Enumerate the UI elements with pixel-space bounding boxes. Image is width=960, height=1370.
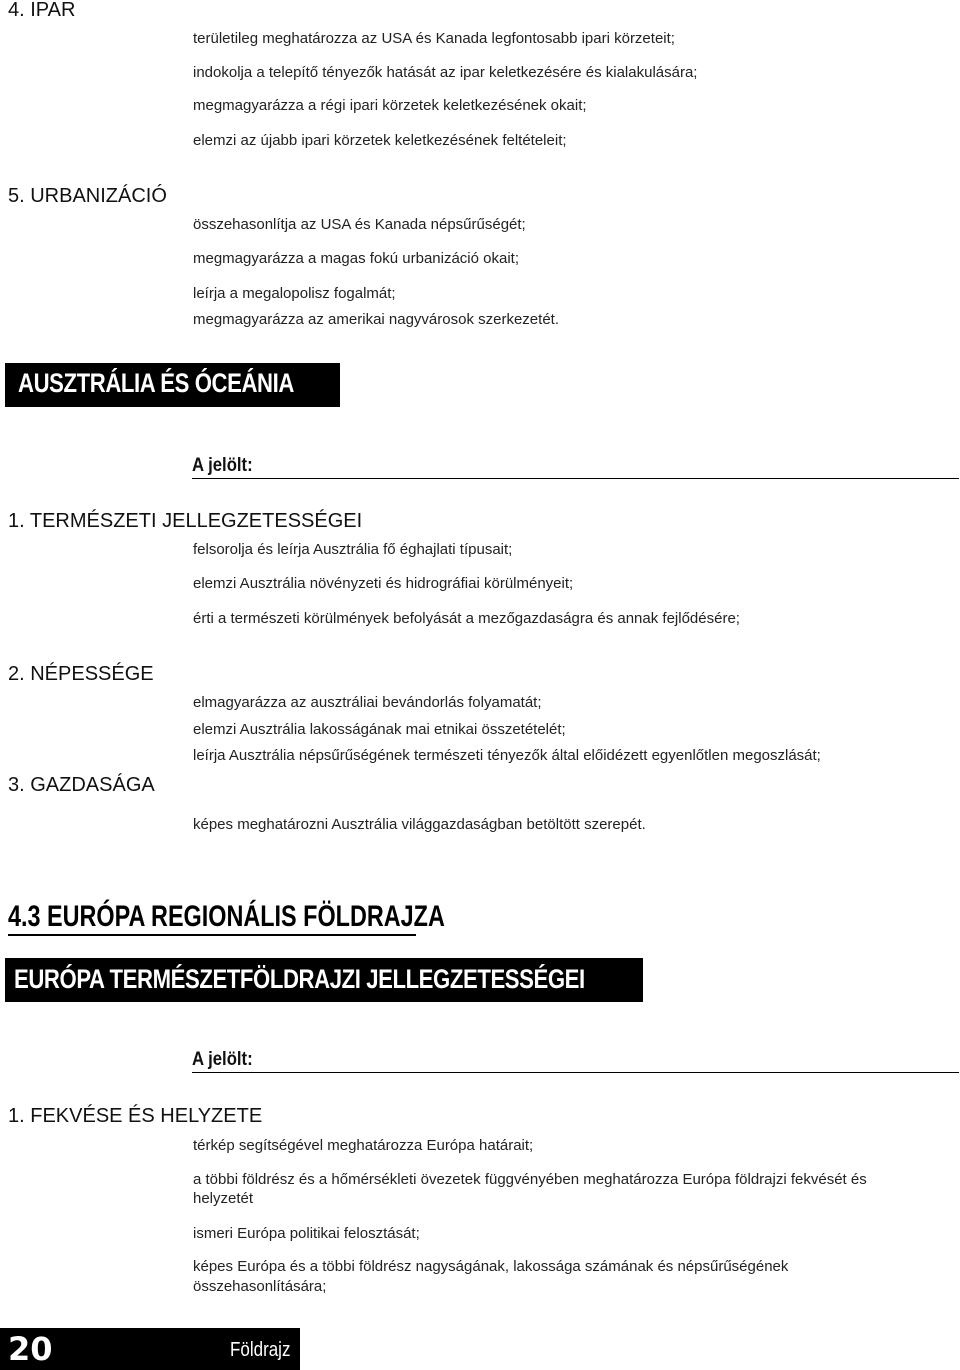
section-heading-ipar: 4. IPAR (8, 0, 76, 21)
list-item: érti a természeti körülmények befolyását a mezőgazdaságra és annak fejlődésére; (193, 610, 740, 627)
list-item: elemzi Ausztrália növényzeti és hidrográfiai körülményeit; (193, 575, 574, 592)
section-heading-urbanizacio: 5. URBANIZÁCIÓ (8, 185, 167, 207)
subject-label (230, 1339, 301, 1362)
candidate-label-text: A jelölt: (192, 1049, 253, 1070)
candidate-label (192, 1049, 959, 1073)
list-item: képes meghatározni Ausztrália világgazdaságban betöltött szerepét. (193, 816, 646, 833)
list-item: területileg meghatározza az USA és Kanada legfontosabb ipari körzeteit; (193, 30, 675, 47)
chapter-title (8, 900, 445, 936)
section-heading-nepessege: 2. NÉPESSÉGE (8, 663, 154, 685)
list-item: a többi földrész és a hőmérsékleti övezetek függvényében meghatározza Európa földrajzi fekvését és (193, 1171, 867, 1188)
subject-label-text: Földrajz (230, 1339, 291, 1361)
list-item: felsorolja és leírja Ausztrália fő éghajlati típusait; (193, 541, 513, 558)
section-heading-fekvese: 1. FEKVÉSE ÉS HELYZETE (8, 1105, 263, 1127)
list-item: elemzi az újabb ipari körzetek keletkezésének feltételeit; (193, 132, 567, 149)
region-banner-ausztralia (5, 363, 340, 407)
page-number: 20 (8, 1330, 53, 1368)
list-item: ismeri Európa politikai felosztását; (193, 1225, 420, 1242)
page-footer (0, 1328, 300, 1370)
section-heading-gazdasaga: 3. GAZDASÁGA (8, 774, 155, 796)
list-item-continuation: összehasonlítására; (193, 1278, 327, 1295)
section-heading-termeszeti: 1. TERMÉSZETI JELLEGZETESSÉGEI (8, 510, 363, 532)
list-item: megmagyarázza az amerikai nagyvárosok szerkezetét. (193, 311, 559, 328)
region-banner-text: AUSZTRÁLIA ÉS ÓCEÁNIA (18, 368, 294, 398)
list-item: elmagyarázza az ausztráliai bevándorlás folyamatát; (193, 694, 542, 711)
region-banner-europa (5, 958, 643, 1002)
candidate-label (192, 455, 959, 479)
list-item: elemzi Ausztrália lakosságának mai etnikai összetételét; (193, 721, 566, 738)
list-item: képes Európa és a többi földrész nagyságának, lakossága számának és népsűrűségének (193, 1258, 789, 1275)
list-item: leírja a megalopolisz fogalmát; (193, 285, 396, 302)
list-item: megmagyarázza a régi ipari körzetek keletkezésének okait; (193, 97, 587, 114)
list-item: összehasonlítja az USA és Kanada népsűrűségét; (193, 216, 526, 233)
list-item-continuation: helyzetét (193, 1190, 254, 1207)
region-banner-text: EURÓPA TERMÉSZETFÖLDRAJZI JELLEGZETESSÉGEI (14, 964, 585, 994)
chapter-title-text: 4.3 EURÓPA REGIONÁLIS FÖLDRAJZA (8, 900, 445, 933)
candidate-label-text: A jelölt: (192, 455, 253, 476)
list-item: leírja Ausztrália népsűrűségének természeti tényezők által előidézett egyenlőtlen megoszlását; (193, 747, 821, 764)
list-item: térkép segítségével meghatározza Európa határait; (193, 1137, 534, 1154)
list-item: megmagyarázza a magas fokú urbanizáció okait; (193, 250, 520, 267)
list-item: indokolja a telepítő tényezők hatását az ipar keletkezésére és kialakulására; (193, 64, 698, 81)
